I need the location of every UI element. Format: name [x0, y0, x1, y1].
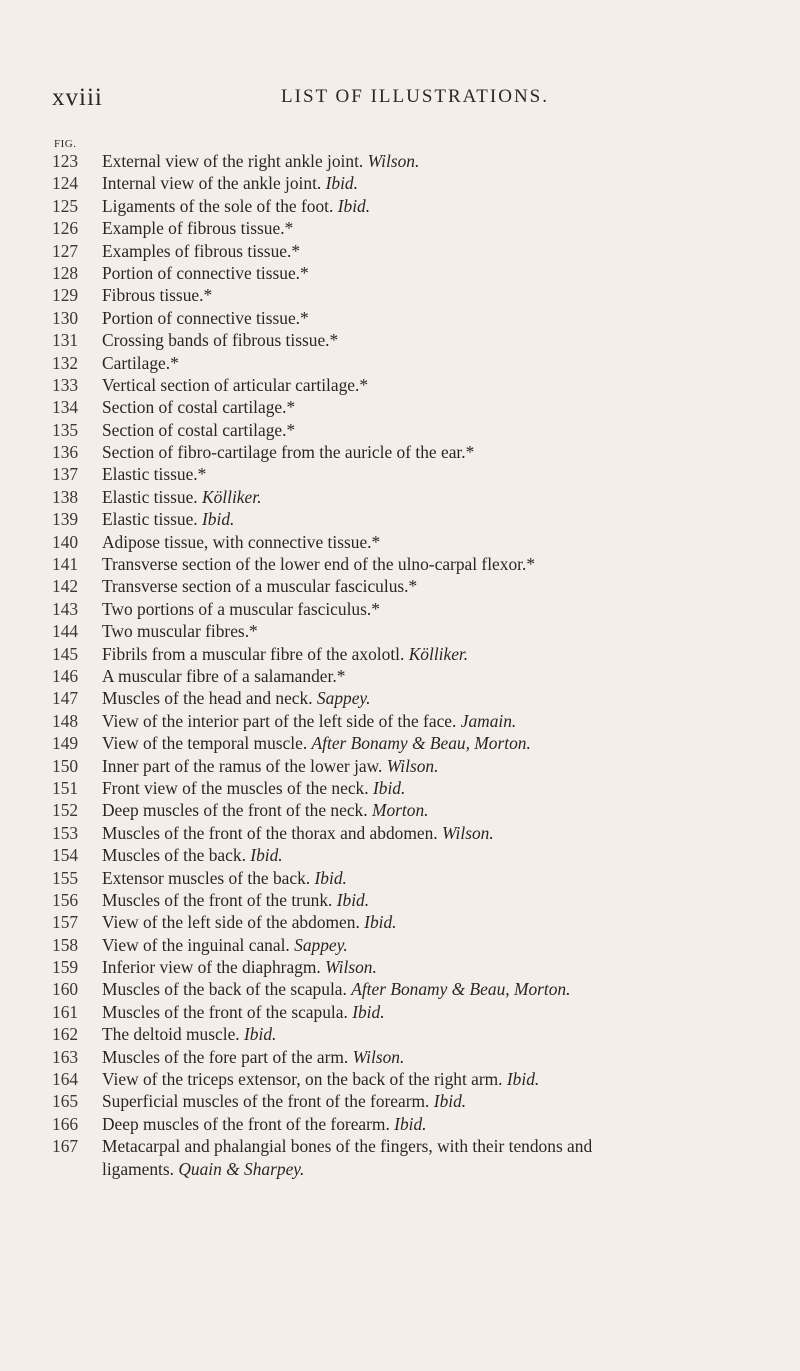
caption-source: Ibid. [202, 509, 235, 530]
caption-source: Ibid. [250, 845, 283, 866]
figure-number: 166 [52, 1113, 79, 1134]
figure-number: 126 [52, 218, 79, 239]
list-item [0, 732, 800, 754]
figure-caption [102, 1046, 404, 1068]
caption-description: Transverse section of the lower end of the ulno-carpal flexor.* [102, 554, 536, 575]
caption-description: Muscles of the head and neck. [102, 688, 313, 709]
figure-caption [102, 1158, 304, 1180]
figure-caption [102, 531, 380, 553]
figure-number: 131 [52, 330, 79, 351]
caption-source: Wilson. [352, 1046, 405, 1067]
list-item [0, 441, 800, 463]
figure-number: 135 [52, 419, 79, 440]
caption-source: Wilson. [442, 822, 494, 843]
figure-caption [102, 1023, 276, 1045]
caption-description: Metacarpal and phalangial bones of the fingers, with their tendons and [102, 1136, 593, 1157]
figure-caption [102, 732, 531, 754]
caption-source: Ibid. [325, 173, 358, 194]
caption-description: Adipose tissue, with connective tissue.* [102, 531, 381, 552]
figure-caption [102, 889, 369, 911]
caption-description: Muscles of the fore part of the arm. [102, 1046, 349, 1067]
figure-number: 150 [52, 755, 79, 776]
list-item [0, 1023, 800, 1045]
caption-source: Jamain. [460, 710, 517, 731]
caption-source: Kölliker. [408, 643, 469, 664]
figure-caption [102, 396, 295, 418]
figure-caption [102, 978, 570, 1000]
figure-caption [102, 1135, 592, 1157]
caption-description: View of the interior part of the left side of the face. [102, 710, 457, 731]
list-item [0, 486, 800, 508]
caption-description: Elastic tissue. [102, 509, 198, 530]
figure-number: 130 [52, 307, 79, 328]
caption-source: Morton. [371, 800, 429, 821]
figure-number: 134 [52, 397, 79, 418]
figure-number: 128 [52, 262, 79, 283]
caption-description: View of the inguinal canal. [102, 934, 290, 955]
caption-description: Portion of connective tissue.* [102, 307, 309, 328]
figure-caption [102, 844, 283, 866]
caption-source: After Bonamy & Beau, Morton. [351, 979, 571, 1000]
figure-number: 142 [52, 576, 79, 597]
figure-caption [102, 822, 494, 844]
figure-number: 157 [52, 912, 79, 933]
caption-description: A muscular fibre of a salamander.* [102, 665, 346, 686]
caption-source: Ibid. [394, 1113, 427, 1134]
figure-number: 149 [52, 733, 79, 754]
figure-number: 155 [52, 867, 79, 888]
list-item [0, 844, 800, 866]
list-item [0, 889, 800, 911]
figure-caption [102, 575, 417, 597]
figure-number: 141 [52, 554, 79, 575]
caption-description: Two portions of a muscular fasciculus.* [102, 598, 380, 619]
caption-description: View of the triceps extensor, on the back of the right arm. [102, 1069, 503, 1090]
figure-caption [102, 1090, 466, 1112]
figure-number: 139 [52, 509, 79, 530]
caption-source: Ibid. [433, 1091, 467, 1112]
caption-source: Ibid. [352, 1001, 385, 1022]
figure-caption [102, 687, 371, 709]
figure-number: 158 [52, 934, 79, 955]
figure-caption [102, 352, 179, 374]
list-item [0, 934, 800, 956]
figure-number: 143 [52, 598, 79, 619]
figure-number: 129 [52, 285, 79, 306]
caption-description: External view of the right ankle joint. [102, 151, 364, 171]
list-item [0, 799, 800, 821]
caption-description: Elastic tissue. [102, 486, 198, 507]
list-item [0, 598, 800, 620]
figure-number: 127 [52, 240, 79, 261]
figure-number: 140 [52, 531, 79, 552]
figure-caption [102, 463, 206, 485]
figure-caption [102, 553, 535, 575]
caption-description: Deep muscles of the front of the neck. [102, 800, 368, 821]
figure-caption [102, 1113, 427, 1135]
caption-description: Crossing bands of fibrous tissue.* [102, 330, 339, 351]
caption-description: Vertical section of articular cartilage.* [102, 374, 369, 395]
illustration-list [0, 150, 800, 1180]
figure-caption [102, 307, 309, 329]
figure-number: 124 [52, 173, 79, 194]
caption-description: Muscles of the back of the scapula. [102, 979, 347, 1000]
figure-number: 125 [52, 195, 79, 216]
figure-number: 161 [52, 1001, 79, 1022]
list-item [0, 1090, 800, 1112]
figure-caption [102, 598, 380, 620]
list-item [0, 755, 800, 777]
figure-number: 156 [52, 889, 79, 910]
list-item [0, 374, 800, 396]
figure-caption [102, 799, 429, 821]
figure-number: 136 [52, 442, 79, 463]
figure-number: 164 [52, 1069, 79, 1090]
list-item [0, 150, 800, 172]
list-item [0, 777, 800, 799]
figure-number: 162 [52, 1024, 79, 1045]
figure-number: 138 [52, 486, 79, 507]
caption-description: ligaments. [102, 1158, 174, 1179]
caption-description: Extensor muscles of the back. [102, 867, 311, 888]
figure-number: 159 [52, 957, 79, 978]
list-item [0, 1068, 800, 1090]
figure-caption [102, 1068, 539, 1090]
caption-description: The deltoid muscle. [102, 1024, 240, 1045]
caption-description: Ligaments of the sole of the foot. [102, 195, 334, 216]
caption-description: Muscles of the front of the trunk. [102, 889, 333, 910]
figure-number: 144 [52, 621, 79, 642]
caption-source: Quain & Sharpey. [178, 1158, 305, 1179]
figure-caption [102, 262, 309, 284]
caption-source: Ibid. [506, 1069, 540, 1090]
figure-number: 146 [52, 665, 79, 686]
caption-source: Ibid. [244, 1024, 277, 1045]
list-item [0, 710, 800, 732]
figure-number: 145 [52, 643, 79, 664]
figure-caption [102, 643, 468, 665]
caption-source: Ibid. [364, 912, 397, 933]
list-item [0, 195, 800, 217]
figure-number: 160 [52, 979, 79, 1000]
caption-description: Section of costal cartilage.* [102, 419, 296, 440]
list-item [0, 1135, 800, 1157]
caption-description: Examples of fibrous tissue.* [102, 240, 301, 261]
caption-source: Kölliker. [202, 486, 262, 507]
caption-description: Elastic tissue.* [102, 464, 207, 485]
caption-description: Transverse section of a muscular fasciculus.* [102, 576, 418, 597]
list-item [0, 822, 800, 844]
caption-description: Inner part of the ramus of the lower jaw. [102, 755, 383, 776]
caption-source: Ibid. [372, 777, 406, 798]
list-item [0, 262, 800, 284]
figure-number: 151 [52, 777, 79, 798]
figure-caption [102, 217, 293, 239]
fig-column-header: FIG. [54, 138, 77, 150]
list-item [0, 978, 800, 1000]
figure-caption [102, 150, 419, 172]
list-item [0, 531, 800, 553]
caption-description: Front view of the muscles of the neck. [102, 777, 369, 798]
figure-number: 167 [52, 1136, 79, 1157]
figure-number: 137 [52, 464, 79, 485]
figure-number: 165 [52, 1091, 79, 1112]
caption-description: Fibrous tissue.* [102, 285, 213, 306]
caption-description: Fibrils from a muscular fibre of the axolotl. [102, 643, 405, 664]
figure-caption [102, 374, 368, 396]
list-item [0, 1001, 800, 1023]
list-item [0, 867, 800, 889]
list-item [0, 284, 800, 306]
list-item [0, 240, 800, 262]
figure-number: 153 [52, 822, 79, 843]
figure-caption [102, 284, 212, 306]
figure-number: 132 [52, 352, 79, 373]
list-item [0, 508, 800, 530]
figure-caption [102, 911, 397, 933]
page-number: xviii [52, 84, 103, 111]
figure-caption [102, 172, 358, 194]
caption-description: View of the left side of the abdomen. [102, 912, 360, 933]
caption-source: Wilson. [386, 755, 439, 776]
caption-source: After Bonamy & Beau, Morton. [311, 733, 531, 754]
caption-description: Muscles of the front of the scapula. [102, 1001, 348, 1022]
figure-number: 154 [52, 845, 79, 866]
list-item [0, 419, 800, 441]
caption-description: Superficial muscles of the front of the forearm. [102, 1091, 430, 1112]
page-title: LIST OF ILLUSTRATIONS. [281, 86, 549, 107]
figure-number: 163 [52, 1046, 79, 1067]
caption-source: Ibid. [336, 889, 370, 910]
caption-description: Section of costal cartilage.* [102, 397, 296, 418]
list-item [0, 956, 800, 978]
figure-number: 152 [52, 800, 79, 821]
list-item [0, 665, 800, 687]
figure-caption [102, 508, 234, 530]
figure-number: 147 [52, 688, 79, 709]
caption-description: Muscles of the back. [102, 845, 246, 866]
caption-source: Ibid. [314, 867, 347, 888]
figure-caption [102, 1001, 385, 1023]
figure-caption [102, 486, 261, 508]
figure-number: 133 [52, 374, 79, 395]
list-item [0, 172, 800, 194]
caption-source: Sappey. [316, 688, 371, 709]
figure-caption [102, 665, 345, 687]
caption-description: Internal view of the ankle joint. [102, 173, 322, 194]
caption-description: Section of fibro-cartilage from the auricle of the ear.* [102, 442, 475, 463]
figure-caption [102, 240, 300, 262]
figure-caption [102, 419, 295, 441]
list-item-continuation [0, 1158, 800, 1180]
figure-caption [102, 620, 258, 642]
list-item [0, 911, 800, 933]
list-item [0, 396, 800, 418]
figure-caption [102, 777, 405, 799]
list-item [0, 352, 800, 374]
figure-caption [102, 755, 438, 777]
caption-description: Inferior view of the diaphragm. [102, 957, 321, 978]
figure-caption [102, 441, 474, 463]
list-item [0, 307, 800, 329]
figure-caption [102, 329, 338, 351]
figure-number: 148 [52, 710, 79, 731]
caption-description: Two muscular fibres.* [102, 621, 258, 642]
caption-description: Example of fibrous tissue.* [102, 218, 294, 239]
list-item [0, 575, 800, 597]
list-item [0, 1046, 800, 1068]
caption-source: Wilson. [325, 957, 377, 978]
caption-description: Cartilage.* [102, 352, 179, 373]
list-item [0, 643, 800, 665]
caption-description: Deep muscles of the front of the forearm. [102, 1113, 390, 1134]
list-item [0, 329, 800, 351]
figure-caption [102, 195, 370, 217]
caption-source: Ibid. [337, 195, 371, 216]
caption-description: Portion of connective tissue.* [102, 262, 309, 283]
list-item [0, 620, 800, 642]
figure-caption [102, 934, 348, 956]
caption-description: Muscles of the front of the thorax and abdomen. [102, 822, 438, 843]
list-item [0, 463, 800, 485]
list-item [0, 217, 800, 239]
caption-description: View of the temporal muscle. [102, 733, 308, 754]
figure-number: 123 [52, 151, 79, 171]
figure-caption [102, 867, 347, 889]
list-item [0, 1113, 800, 1135]
list-item [0, 687, 800, 709]
figure-caption [102, 956, 377, 978]
caption-source: Sappey. [294, 934, 348, 955]
figure-caption [102, 710, 516, 732]
caption-source: Wilson. [367, 151, 420, 171]
list-item [0, 553, 800, 575]
